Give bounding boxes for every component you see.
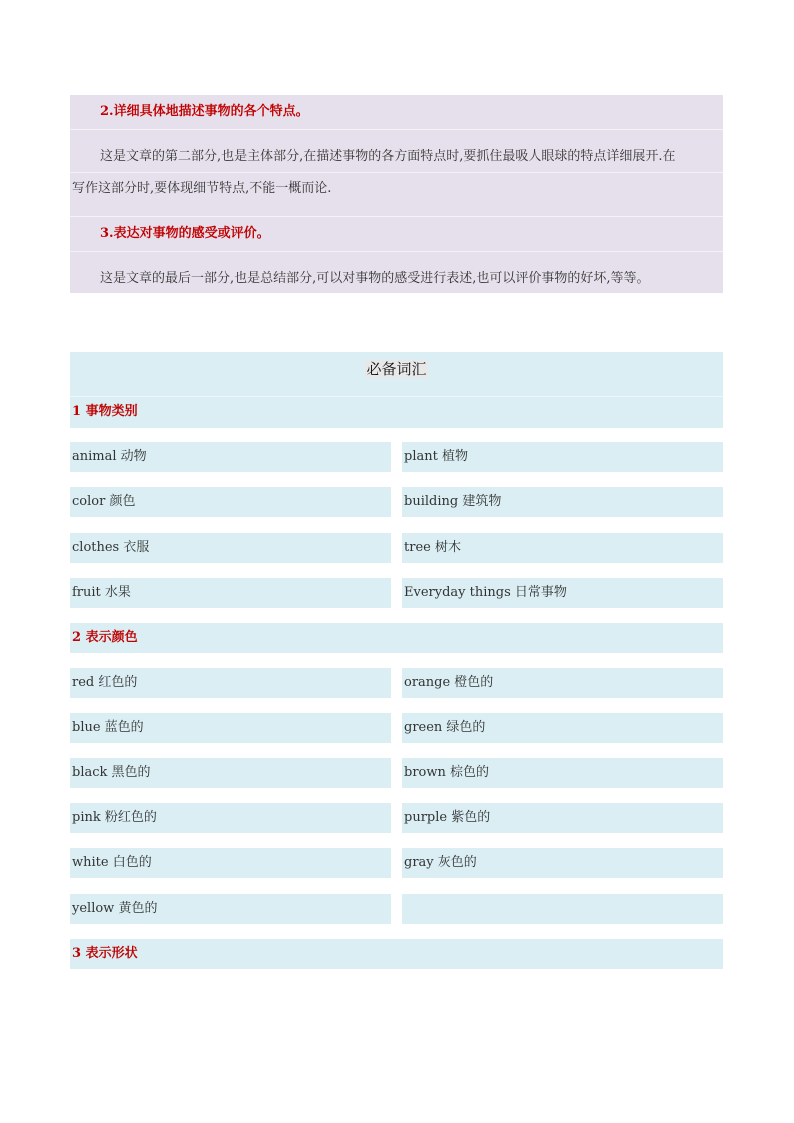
vocab-cell: color 颜色 <box>70 487 391 517</box>
divider <box>70 129 723 130</box>
vocab-cell: orange 橙色的 <box>402 668 723 698</box>
vocab-cell: yellow 黄色的 <box>70 894 391 924</box>
paragraph-point-2-line-1: 这是文章的第二部分,也是主体部分,在描述事物的各方面特点时,要抓住最吸人眼球的特点详细展开.在 <box>100 149 676 164</box>
vocab-cell: white 白色的 <box>70 848 391 878</box>
divider <box>70 396 723 397</box>
section-heading-shapes: 3 表示形状 <box>70 939 723 969</box>
vocab-cell: tree 树木 <box>402 533 723 563</box>
vocab-cell: red 红色的 <box>70 668 391 698</box>
vocab-cell-empty <box>402 894 723 924</box>
vocab-cell: fruit 水果 <box>70 578 391 608</box>
divider <box>70 251 723 252</box>
divider <box>70 172 723 173</box>
paragraph-point-3: 这是文章的最后一部分,也是总结部分,可以对事物的感受进行表述,也可以评价事物的好坏,等等。 <box>100 271 650 286</box>
section-heading-colors: 2 表示颜色 <box>70 623 723 653</box>
heading-point-3: 3.表达对事物的感受或评价。 <box>100 226 270 241</box>
vocab-title-cell <box>70 352 723 428</box>
paragraph-point-2-line-2: 写作这部分时,要体现细节特点,不能一概而论. <box>72 181 332 196</box>
vocab-cell: blue 蓝色的 <box>70 713 391 743</box>
vocab-title: 必备词汇 <box>366 360 427 378</box>
divider <box>70 216 723 217</box>
vocab-cell: gray 灰色的 <box>402 848 723 878</box>
vocab-cell: purple 紫色的 <box>402 803 723 833</box>
vocab-cell: Everyday things 日常事物 <box>402 578 723 608</box>
vocab-cell: pink 粉红色的 <box>70 803 391 833</box>
vocab-cell: building 建筑物 <box>402 487 723 517</box>
vocab-cell: brown 棕色的 <box>402 758 723 788</box>
vocab-cell: animal 动物 <box>70 442 391 472</box>
vocab-cell: plant 植物 <box>402 442 723 472</box>
section-heading-categories: 1 事物类别 <box>72 404 138 419</box>
vocab-cell: clothes 衣服 <box>70 533 391 563</box>
heading-point-2: 2.详细具体地描述事物的各个特点。 <box>100 104 309 119</box>
vocab-cell: black 黑色的 <box>70 758 391 788</box>
writing-structure-box <box>70 95 723 293</box>
vocab-cell: green 绿色的 <box>402 713 723 743</box>
